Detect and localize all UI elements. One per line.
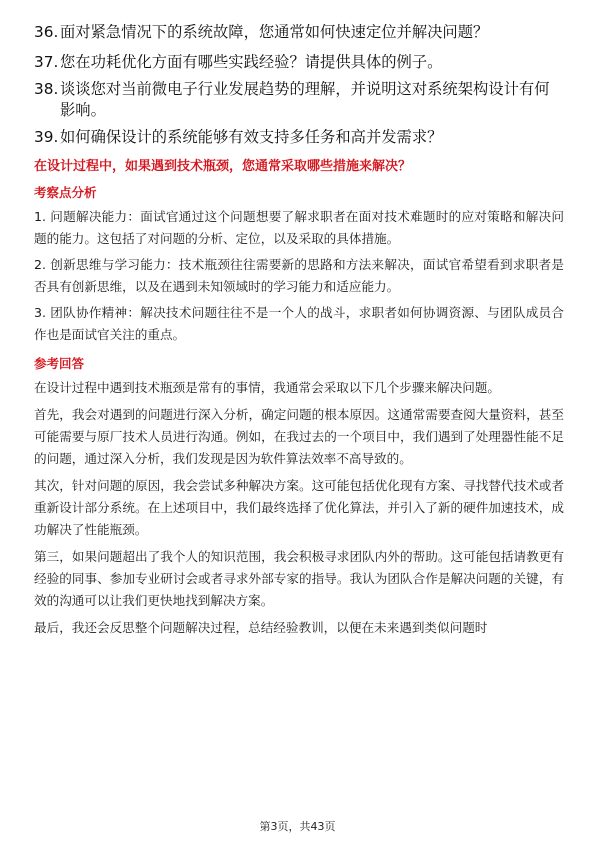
question-item xyxy=(34,79,564,121)
question-item xyxy=(34,52,564,73)
question-item xyxy=(34,22,564,43)
question-number: 36. xyxy=(34,23,59,41)
question-text: 您在功耗优化方面有哪些实践经验？请提供具体的例子。 xyxy=(60,53,443,71)
question-number: 39. xyxy=(34,128,59,146)
question-item xyxy=(34,127,564,148)
answer-paragraph: 第三，如果问题超出了我个人的知识范围，我会积极寻求团队内外的帮助。这可能包括请教更有经验的同事、参加专业研讨会或者寻求外部专家的指导。我认为团队合作是解决问题的关键，有效的沟通可以让我们更快地找到解决方案。 xyxy=(34,549,564,608)
question-text: 面对紧急情况下的系统故障，您通常如何快速定位并解决问题？ xyxy=(60,23,489,41)
answer-paragraph: 在设计过程中遇到技术瓶颈是常有的事情，我通常会采取以下几个步骤来解决问题。 xyxy=(34,380,500,395)
question-number: 37. xyxy=(34,53,59,71)
page-footer: 第3页，共43页 xyxy=(259,820,336,833)
answer-paragraph: 最后，我还会反思整个问题解决过程，总结经验教训，以便在未来遇到类似问题时 xyxy=(34,620,488,635)
answer-heading: 参考回答 xyxy=(34,356,85,371)
answer-paragraph: 其次，针对问题的原因，我会尝试多种解决方案。这可能包括优化现有方案、寻找替代技术或者重新设计部分系统。在上述项目中，我们最终选择了优化算法，并引入了新的硬件加速技术，成功解决了性能瓶颈。 xyxy=(34,478,564,537)
answer-paragraph: 首先，我会对遇到的问题进行深入分析，确定问题的根本原因。这通常需要查阅大量资料，甚至可能需要与原厂技术人员进行沟通。例如，在我过去的一个项目中，我们遇到了处理器性能不足的问题，通过深入分析，我们发现是因为软件算法效率不高导致的。 xyxy=(34,407,564,466)
document-page xyxy=(34,22,564,644)
analysis-heading: 考察点分析 xyxy=(34,185,97,200)
analysis-point: 3. 团队协作精神：解决技术问题往往不是一个人的战斗，求职者如何协调资源、与团队成员合作也是面试官关注的重点。 xyxy=(34,305,564,342)
analysis-point: 2. 创新思维与学习能力：技术瓶颈往往需要新的思路和方法来解决，面试官希望看到求职者是否具有创新思维，以及在遇到未知领域时的学习能力和适应能力。 xyxy=(34,257,564,294)
question-text: 谈谈您对当前微电子行业发展趋势的理解，并说明这对系统架构设计有何影响。 xyxy=(60,80,550,119)
question-number: 38. xyxy=(34,80,59,98)
current-question-title: 在设计过程中，如果遇到技术瓶颈，您通常采取哪些措施来解决？ xyxy=(34,159,412,174)
question-text: 如何确保设计的系统能够有效支持多任务和高并发需求？ xyxy=(60,128,443,146)
analysis-point: 1. 问题解决能力：面试官通过这个问题想要了解求职者在面对技术难题时的应对策略和解决问题的能力。这包括了对问题的分析、定位，以及采取的具体措施。 xyxy=(34,209,564,246)
